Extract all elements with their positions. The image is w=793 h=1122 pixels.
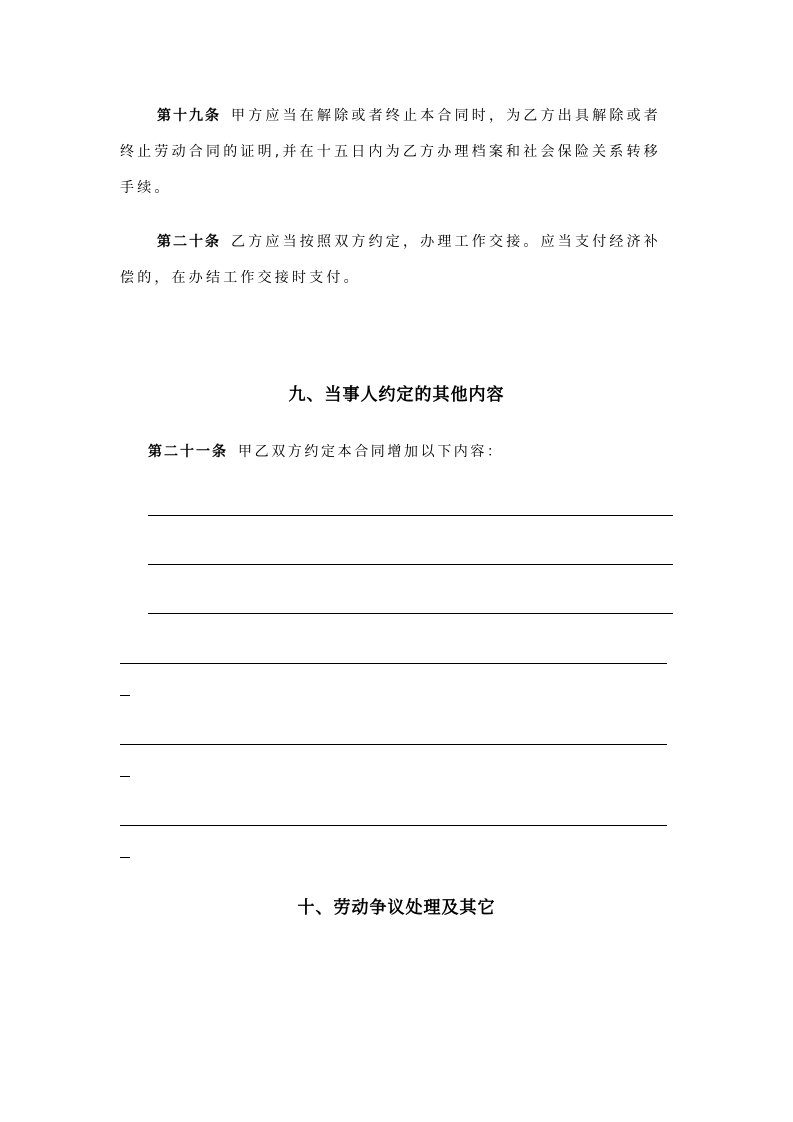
article-20-text: 乙方应当按照双方约定，办理工作交接。应当支付经济补偿的，在办结工作交接时支付。	[120, 234, 661, 286]
fill-in-line[interactable]	[120, 663, 667, 664]
fill-in-line[interactable]	[148, 515, 673, 516]
article-20-paragraph	[120, 224, 673, 296]
article-19-number: 第十九条	[157, 108, 221, 124]
line-end-mark	[120, 695, 130, 696]
fill-in-line[interactable]	[120, 825, 667, 826]
article-21-paragraph	[148, 440, 504, 464]
fill-in-line[interactable]	[148, 564, 673, 565]
line-end-mark	[120, 857, 130, 858]
article-21-number: 第二十一条	[148, 444, 228, 460]
fill-in-line[interactable]	[120, 744, 667, 745]
section-9-title: 九、当事人约定的其他内容	[288, 385, 505, 405]
fill-in-line[interactable]	[148, 613, 673, 614]
article-21-text: 甲乙双方约定本合同增加以下内容：	[238, 444, 504, 460]
article-20-number: 第二十条	[157, 234, 221, 250]
article-19-text: 甲方应当在解除或者终止本合同时，为乙方出具解除或者终止劳动合同的证明,并在十五日内为乙方办理档案和社会保险关系转移手续。	[120, 108, 661, 196]
section-10-title: 十、劳动争议处理及其它	[297, 898, 496, 918]
article-19-paragraph	[120, 98, 673, 206]
line-end-mark	[120, 776, 130, 777]
